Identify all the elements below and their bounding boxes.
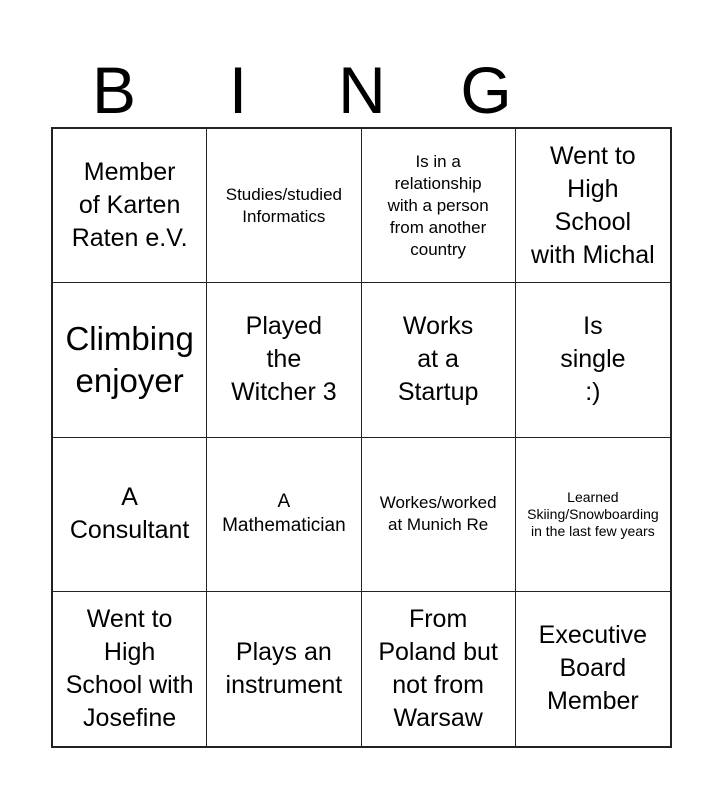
cell-text: Plays an instrument <box>225 637 343 699</box>
bingo-cell[interactable] <box>362 592 516 746</box>
cell-text: Went to High School with Josefine <box>65 604 194 732</box>
bingo-cell[interactable] <box>362 438 516 592</box>
title-letter-b: B <box>91 53 137 127</box>
cell-text: A Mathematician <box>222 491 346 537</box>
cell-text: Member of Karten Raten e.V. <box>71 158 188 253</box>
bingo-cell[interactable] <box>362 129 516 283</box>
cell-text: Studies/studied Informatics <box>225 184 342 226</box>
cell-text: From Poland but not from Warsaw <box>378 604 498 732</box>
bingo-title <box>52 52 672 128</box>
title-letter-i: I <box>228 53 248 127</box>
bingo-cell[interactable] <box>53 438 207 592</box>
bingo-cell[interactable] <box>207 129 361 283</box>
cell-text: Works at a Startup <box>397 312 479 407</box>
bingo-cell[interactable] <box>53 129 207 283</box>
cell-text: Executive Board Member <box>538 621 648 716</box>
title-letter-n: N <box>338 53 386 127</box>
bingo-cell[interactable] <box>53 592 207 746</box>
bingo-cell[interactable] <box>516 592 670 746</box>
bingo-cell[interactable] <box>53 283 207 437</box>
cell-text: Is in a relationship with a person from another country <box>387 151 489 259</box>
bingo-board <box>51 127 672 748</box>
cell-text: Went to High School with Michal <box>531 141 655 269</box>
cell-text: Learned Skiing/Snowboarding in the last few years <box>527 488 659 539</box>
bingo-cell[interactable] <box>516 438 670 592</box>
bingo-cell[interactable] <box>362 283 516 437</box>
bingo-cell[interactable] <box>207 592 361 746</box>
title-letter-g: G <box>460 53 512 127</box>
bingo-cell[interactable] <box>207 283 361 437</box>
cell-text: Is single :) <box>560 312 626 407</box>
cell-text: A Consultant <box>69 483 190 545</box>
cell-text: Climbing enjoyer <box>65 319 194 399</box>
cell-text: Workes/worked at Munich Re <box>379 493 497 535</box>
cell-text: Played the Witcher 3 <box>231 312 337 407</box>
bingo-cell[interactable] <box>516 283 670 437</box>
bingo-cell[interactable] <box>516 129 670 283</box>
bingo-cell[interactable] <box>207 438 361 592</box>
